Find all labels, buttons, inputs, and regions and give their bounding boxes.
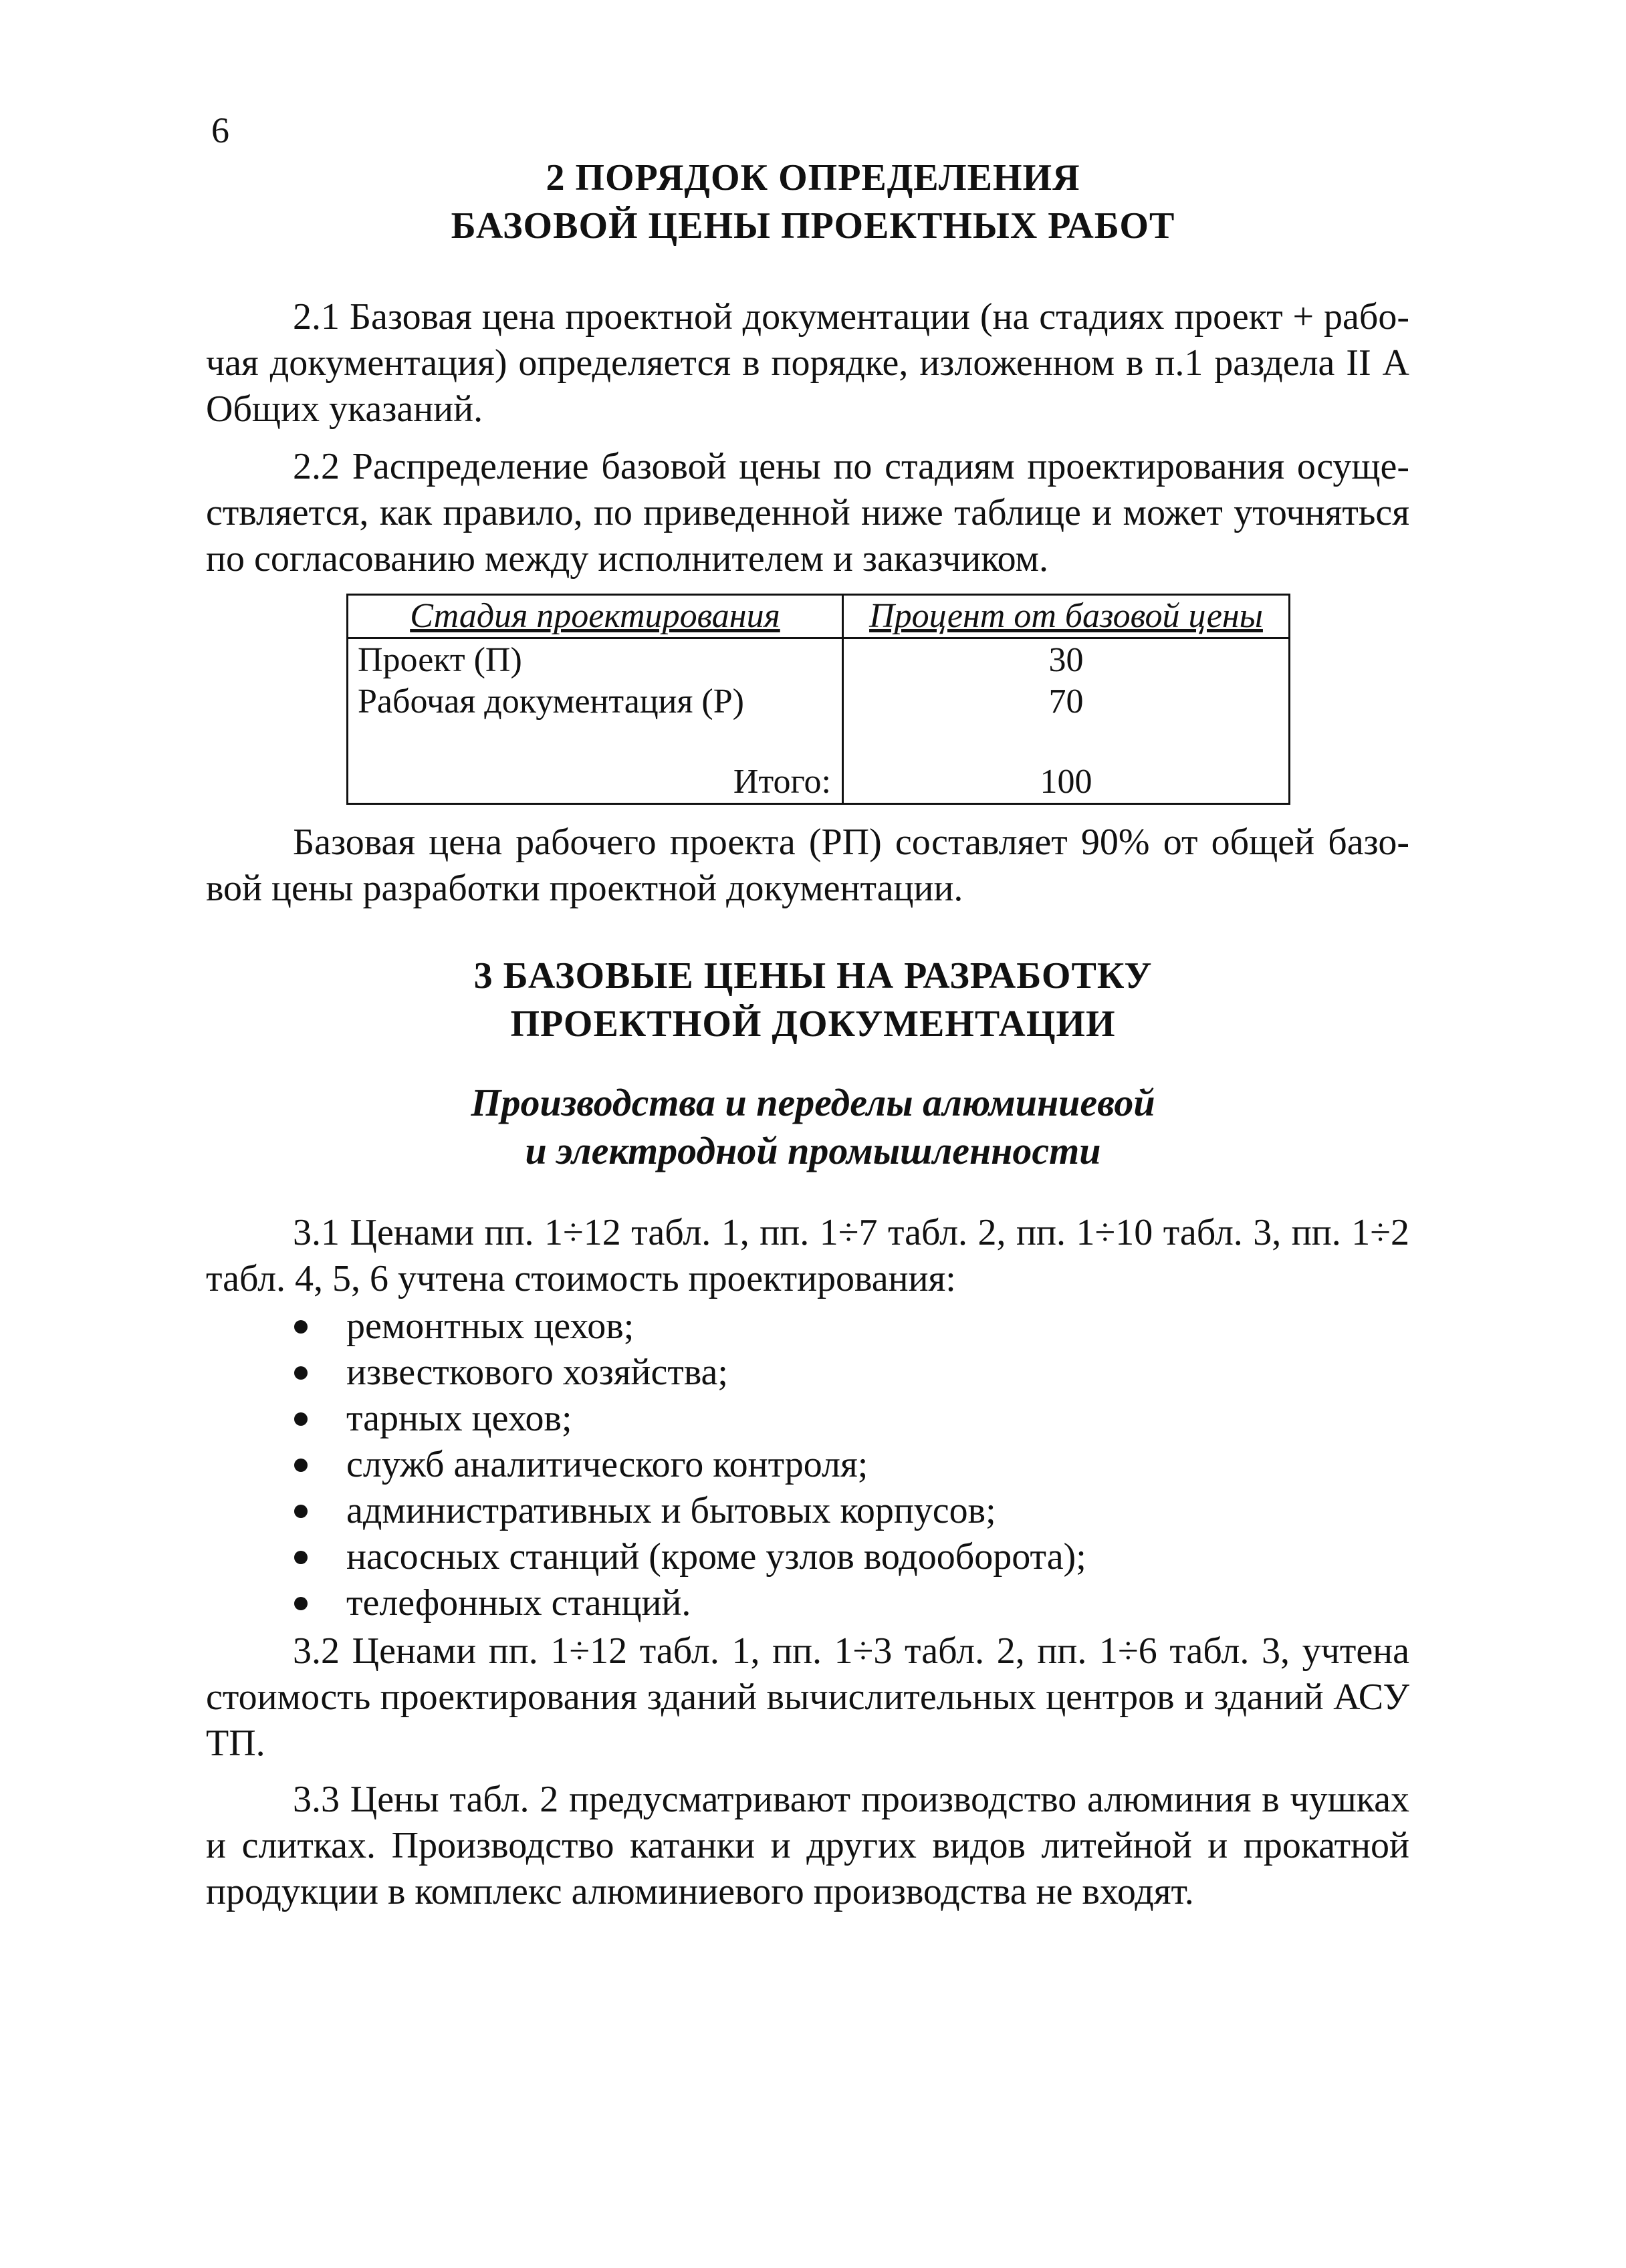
list-item [294,1396,1086,1442]
bullet-icon [294,1366,308,1380]
text-line: 2.1 Базовая цена проектной документации (на стадиях проект + рабо- [293,296,1409,338]
bullet-icon [294,1597,308,1610]
text-line: Базовая цена рабочего проекта (РП) составляет 90% от общей базо- [293,822,1409,863]
text-line: чая документация) определяется в порядке, изложенном в п.1 раздела II А [206,342,1409,384]
table-header-percent: Процент от базовой цены [869,597,1263,635]
table-cell-stage: Проект (П) [358,641,522,679]
text-line: 3.2 Ценами пп. 1÷12 табл. 1, пп. 1÷3 табл. 2, пп. 1÷6 табл. 3, учтена [293,1630,1409,1672]
paragraph-2-2 [206,444,1409,582]
text-line: Общих указаний. [206,388,483,430]
bullet-icon [294,1551,308,1564]
bullet-icon [294,1412,308,1426]
list-item [294,1442,1086,1488]
table-total-label: Итого: [733,763,831,801]
subsection-heading-line-2: и электродной промышленности [525,1129,1101,1172]
paragraph-3-2 [206,1628,1409,1767]
paragraph-3-3 [206,1777,1409,1915]
paragraph-rp [206,820,1409,912]
table-header-divider [348,637,1288,639]
table-cell-stage: Рабочая документация (Р) [358,682,744,721]
list-item-text: ремонтных цехов; [346,1305,634,1347]
list-item-text: телефонных станций. [346,1582,691,1624]
bullet-icon [294,1320,308,1334]
section-2-heading-line-2: БАЗОВОЙ ЦЕНЫ ПРОЕКТНЫХ РАБОТ [451,205,1175,247]
text-line: ТП. [206,1723,265,1764]
text-line: 3.1 Ценами пп. 1÷12 табл. 1, пп. 1÷7 табл. 2, пп. 1÷10 табл. 3, пп. 1÷2 [293,1212,1409,1253]
table-cell-percent: 70 [1048,682,1084,721]
list-item [294,1303,1086,1350]
text-line: по согласованию между исполнителем и заказчиком. [206,538,1048,580]
list-item [294,1534,1086,1580]
text-line: стоимость проектирования зданий вычислительных центров и зданий АСУ [206,1676,1409,1718]
section-2-heading-line-1: 2 ПОРЯДОК ОПРЕДЕЛЕНИЯ [546,157,1080,199]
stage-percent-table [346,594,1290,805]
list-item-text: насосных станций (кроме узлов водооборота); [346,1536,1086,1578]
list-item-text: тарных цехов; [346,1398,572,1439]
bullet-icon [294,1505,308,1518]
list-item [294,1488,1086,1534]
text-line: вой цены разработки проектной документации. [206,868,963,909]
paragraph-3-1 [206,1210,1409,1302]
list-item [294,1350,1086,1396]
section-3-heading-line-2: ПРОЕКТНОЙ ДОКУМЕНТАЦИИ [510,1003,1116,1045]
list-item-text: административных и бытовых корпусов; [346,1490,996,1531]
list-item-text: известкового хозяйства; [346,1352,728,1393]
subsection-heading-line-1: Производства и переделы алюминиевой [471,1081,1155,1124]
list-item [294,1580,1086,1626]
table-header-stage: Стадия проектирования [410,597,780,635]
text-line: 3.3 Цены табл. 2 предусматривают производство алюминия в чушках [293,1779,1409,1820]
text-line: 2.2 Распределение базовой цены по стадиям проектирования осуще- [293,446,1409,487]
table-total-value: 100 [1040,763,1092,801]
text-line: ствляется, как правило, по приведенной ниже таблице и может уточняться [206,492,1409,533]
section-3-heading-line-1: 3 БАЗОВЫЕ ЦЕНЫ НА РАЗРАБОТКУ [473,955,1153,997]
table-cell-percent: 30 [1048,641,1084,679]
bullet-icon [294,1459,308,1472]
text-line: и слитках. Производство катанки и других видов литейной и прокатной [206,1825,1409,1866]
text-line: продукции в комплекс алюминиевого производства не входят. [206,1871,1194,1912]
text-line: табл. 4, 5, 6 учтена стоимость проектирования: [206,1258,956,1299]
list-item-text: служб аналитического контроля; [346,1444,868,1485]
bullet-list [294,1303,1086,1626]
paragraph-2-1 [206,294,1409,432]
page-number: 6 [211,110,229,150]
